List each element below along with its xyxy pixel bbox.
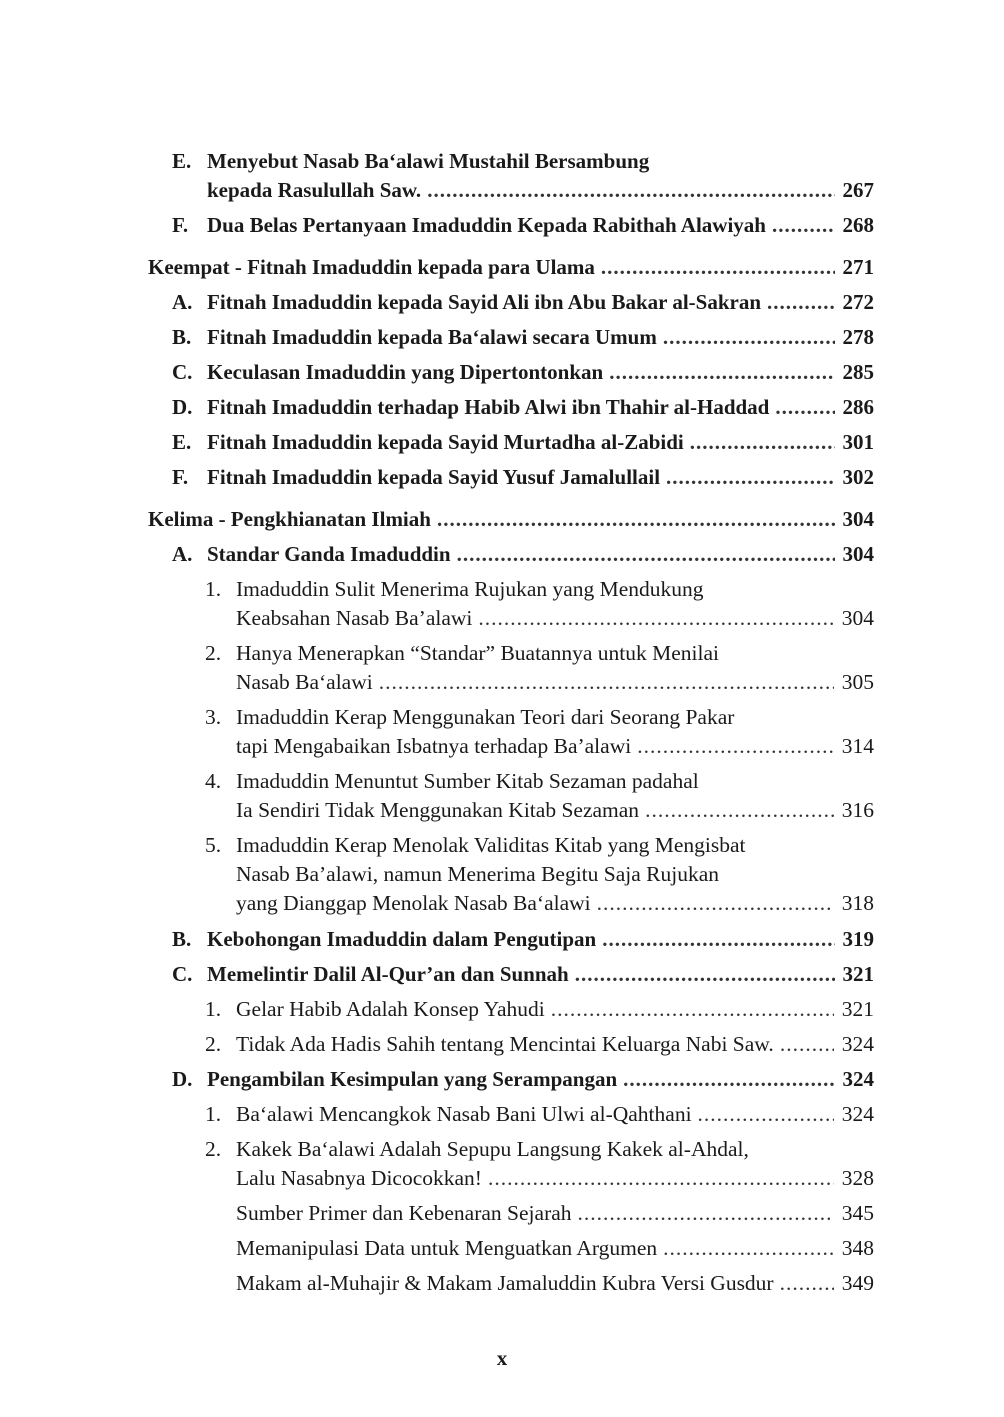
toc-entry-label: 2.	[205, 1137, 222, 1161]
toc-line	[172, 463, 874, 492]
dot-leader	[488, 1164, 834, 1193]
toc-page-number: 305	[841, 670, 874, 694]
dot-leader	[427, 176, 834, 205]
toc-entry-title: Menyebut Nasab Ba‘alawi Mustahil Bersambung	[207, 149, 650, 173]
toc-line	[207, 176, 874, 205]
toc-entry-title: yang Dianggap Menolak Nasab Ba‘alawi	[236, 891, 591, 915]
toc-page-number: 314	[841, 734, 874, 758]
dot-leader	[478, 604, 833, 633]
dot-leader	[578, 1199, 834, 1228]
toc-page-number: 278	[842, 325, 874, 349]
toc-entry-title: Nasab Ba‘alawi	[236, 670, 373, 694]
toc-line	[236, 1234, 874, 1263]
toc-entry-title: Memelintir Dalil Al-Qur’an dan Sunnah	[207, 962, 569, 986]
toc-entry-title: Nasab Ba’alawi, namun Menerima Begitu Saja Rujukan	[236, 862, 720, 886]
toc-page-number: 328	[841, 1166, 874, 1190]
toc-entry[interactable]	[172, 463, 874, 492]
toc-entry-label: B.	[172, 325, 192, 349]
dot-leader	[601, 253, 835, 282]
toc-entry-title: Fitnah Imaduddin kepada Ba‘alawi secara Umum	[207, 325, 657, 349]
toc-line	[236, 796, 874, 825]
toc-entry-label: 1.	[205, 577, 222, 601]
toc-entry-label: C.	[172, 962, 193, 986]
toc-line	[148, 505, 874, 534]
toc-entry-title: Imaduddin Kerap Menggunakan Teori dari Seorang Pakar	[236, 705, 735, 729]
toc-line	[148, 253, 874, 282]
toc-entry-label: 1.	[205, 1102, 222, 1126]
toc-entry-label: 2.	[205, 641, 222, 665]
toc-entry-label: D.	[172, 1067, 193, 1091]
toc-entry-title: Fitnah Imaduddin kepada Sayid Yusuf Jamalullail	[207, 465, 661, 489]
page-number: x	[496, 1346, 508, 1370]
toc-entry[interactable]	[205, 1100, 874, 1129]
toc-line	[172, 540, 874, 569]
dot-leader	[780, 1030, 834, 1059]
toc-entry[interactable]	[172, 428, 874, 457]
toc-entry[interactable]	[205, 703, 874, 761]
toc-page-number: 301	[842, 430, 874, 454]
toc-page-number: 349	[841, 1271, 874, 1295]
toc-line	[236, 604, 874, 633]
toc-line	[172, 925, 874, 954]
toc-entry-title: Kelima - Pengkhianatan Ilmiah	[148, 507, 431, 531]
toc-entry-label: A.	[172, 290, 193, 314]
dot-leader	[772, 211, 835, 240]
toc-entry[interactable]	[172, 393, 874, 422]
toc-entry[interactable]	[205, 1030, 874, 1059]
toc-line	[205, 767, 874, 796]
toc-entry-title: Standar Ganda Imaduddin	[207, 542, 451, 566]
toc-entry-label: F.	[172, 213, 189, 237]
toc-page-number: 345	[841, 1201, 874, 1225]
dot-leader	[551, 995, 834, 1024]
toc-entry-title: Imaduddin Menuntut Sumber Kitab Sezaman padahal	[236, 769, 699, 793]
toc-entry-title: Fitnah Imaduddin kepada Sayid Murtadha al-Zabidi	[207, 430, 684, 454]
toc-line	[236, 1199, 874, 1228]
toc-page-number: 272	[842, 290, 874, 314]
toc-page-number: 304	[841, 606, 874, 630]
toc-entry[interactable]	[148, 505, 874, 534]
toc-entry[interactable]	[205, 831, 874, 918]
toc-entry[interactable]	[172, 147, 874, 205]
toc-line	[172, 323, 874, 352]
dot-leader	[457, 540, 835, 569]
dot-leader	[775, 393, 834, 422]
toc-entry-title: Ba‘alawi Mencangkok Nasab Bani Ulwi al-Qahthani	[236, 1102, 692, 1126]
dot-leader	[780, 1269, 834, 1298]
toc-entry-title: Fitnah Imaduddin terhadap Habib Alwi ibn Thahir al-Haddad	[207, 395, 770, 419]
toc-entry-title: Keempat - Fitnah Imaduddin kepada para Ulama	[148, 255, 595, 279]
toc-entry-title: Kakek Ba‘alawi Adalah Sepupu Langsung Kakek al-Ahdal,	[236, 1137, 749, 1161]
toc-entry[interactable]	[172, 211, 874, 240]
toc-entry-title: Kebohongan Imaduddin dalam Pengutipan	[207, 927, 597, 951]
dot-leader	[663, 323, 835, 352]
toc-page-number: 324	[841, 1102, 874, 1126]
toc-entry-title: Imaduddin Sulit Menerima Rujukan yang Mendukung	[236, 577, 704, 601]
toc-line	[172, 288, 874, 317]
dot-leader	[690, 428, 835, 457]
toc-page-number: 319	[842, 927, 874, 951]
toc-entry-title: Lalu Nasabnya Dicocokkan!	[236, 1166, 482, 1190]
toc-entry-title: Keabsahan Nasab Ba’alawi	[236, 606, 473, 630]
toc-entry-label: 1.	[205, 997, 222, 1021]
toc-line	[236, 732, 874, 761]
toc-entry-label: D.	[172, 395, 193, 419]
toc-page-number: 321	[841, 997, 874, 1021]
toc-entry-label: E.	[172, 430, 192, 454]
toc-entry-label: A.	[172, 542, 193, 566]
toc-page-number: 348	[841, 1236, 874, 1260]
toc-entry-title: Pengambilan Kesimpulan yang Serampangan	[207, 1067, 618, 1091]
toc-line	[172, 358, 874, 387]
toc-entry-title: Gelar Habib Adalah Konsep Yahudi	[236, 997, 545, 1021]
toc-page-number: 271	[842, 255, 874, 279]
dot-leader	[767, 288, 834, 317]
dot-leader	[575, 960, 835, 989]
toc-line	[205, 995, 874, 1024]
toc-line	[205, 1030, 874, 1059]
toc-entry-title: Tidak Ada Hadis Sahih tentang Mencintai Keluarga Nabi Saw.	[236, 1032, 774, 1056]
toc-page-number: 318	[841, 891, 874, 915]
toc-entry[interactable]	[172, 540, 874, 569]
toc-entry-title: Keculasan Imaduddin yang Dipertontonkan	[207, 360, 604, 384]
toc-entry[interactable]	[236, 1269, 874, 1298]
toc-entry[interactable]	[236, 1234, 874, 1263]
toc-entry-title: Fitnah Imaduddin kepada Sayid Ali ibn Abu Bakar al-Sakran	[207, 290, 762, 314]
dot-leader	[637, 732, 834, 761]
toc-page-number: 316	[841, 798, 874, 822]
toc-line	[172, 960, 874, 989]
toc-entry[interactable]	[205, 995, 874, 1024]
dot-leader	[666, 463, 834, 492]
toc-entry[interactable]	[172, 288, 874, 317]
toc-page-number: 304	[842, 542, 874, 566]
toc-page-number: 286	[842, 395, 874, 419]
toc-entry[interactable]	[205, 1135, 874, 1193]
toc-entry-title: Ia Sendiri Tidak Menggunakan Kitab Sezaman	[236, 798, 640, 822]
dot-leader	[597, 889, 834, 918]
dot-leader	[663, 1234, 834, 1263]
toc-line	[236, 889, 874, 918]
toc-entry-title: Sumber Primer dan Kebenaran Sejarah	[236, 1201, 572, 1225]
dot-leader	[623, 1065, 834, 1094]
toc-entry-title: Hanya Menerapkan “Standar” Buatannya untuk Menilai	[236, 641, 719, 665]
toc-entry-label: C.	[172, 360, 193, 384]
toc-entry-label: E.	[172, 149, 192, 173]
toc-page-number: 267	[842, 178, 874, 202]
toc-entry-title: Makam al-Muhajir & Makam Jamaluddin Kubra Versi Gusdur	[236, 1271, 774, 1295]
toc-line	[205, 703, 874, 732]
toc-entry-label: F.	[172, 465, 189, 489]
toc-entry[interactable]	[172, 1065, 874, 1094]
dot-leader	[602, 925, 834, 954]
toc-line	[205, 575, 874, 604]
toc-page-number: 324	[841, 1032, 874, 1056]
toc-entry-title: kepada Rasulullah Saw.	[207, 178, 422, 202]
toc-page-number: 268	[842, 213, 874, 237]
toc-entry[interactable]	[205, 639, 874, 697]
toc-line	[205, 639, 874, 668]
toc-entry-title: tapi Mengabaikan Isbatnya terhadap Ba’alawi	[236, 734, 632, 758]
dot-leader	[698, 1100, 834, 1129]
toc-entry-title: Memanipulasi Data untuk Menguatkan Argumen	[236, 1236, 658, 1260]
toc-entry[interactable]	[148, 253, 874, 282]
toc-entry[interactable]	[172, 960, 874, 989]
toc-entry[interactable]	[172, 323, 874, 352]
toc-line	[205, 1100, 874, 1129]
toc-line	[236, 1269, 874, 1298]
toc-page-number: 304	[842, 507, 874, 531]
toc-entry[interactable]	[236, 1199, 874, 1228]
toc-entry-label: 5.	[205, 833, 222, 857]
dot-leader	[437, 505, 835, 534]
toc-page-number: 302	[842, 465, 874, 489]
toc-entry-label: 2.	[205, 1032, 222, 1056]
toc-line	[172, 211, 874, 240]
toc-line	[205, 1135, 874, 1164]
toc-entry[interactable]	[205, 575, 874, 633]
toc-line	[172, 428, 874, 457]
toc-line	[236, 860, 874, 889]
dot-leader	[379, 668, 834, 697]
toc-line	[236, 668, 874, 697]
toc-entry-label: 3.	[205, 705, 222, 729]
toc-page-number: 285	[842, 360, 874, 384]
dot-leader	[645, 796, 834, 825]
toc-entry[interactable]	[172, 358, 874, 387]
toc-entry-title: Imaduddin Kerap Menolak Validitas Kitab yang Mengisbat	[236, 833, 746, 857]
toc-entry[interactable]	[205, 767, 874, 825]
toc-page-number: 324	[842, 1067, 874, 1091]
toc-entry-label: 4.	[205, 769, 222, 793]
toc-line	[172, 147, 874, 176]
toc-line	[172, 1065, 874, 1094]
toc-line	[236, 1164, 874, 1193]
toc-entry-title: Dua Belas Pertanyaan Imaduddin Kepada Rabithah Alawiyah	[207, 213, 766, 237]
dot-leader	[609, 358, 834, 387]
toc-entry[interactable]	[172, 925, 874, 954]
toc-line	[172, 393, 874, 422]
toc-entry-label: B.	[172, 927, 192, 951]
toc-line	[205, 831, 874, 860]
toc-page-number: 321	[842, 962, 874, 986]
